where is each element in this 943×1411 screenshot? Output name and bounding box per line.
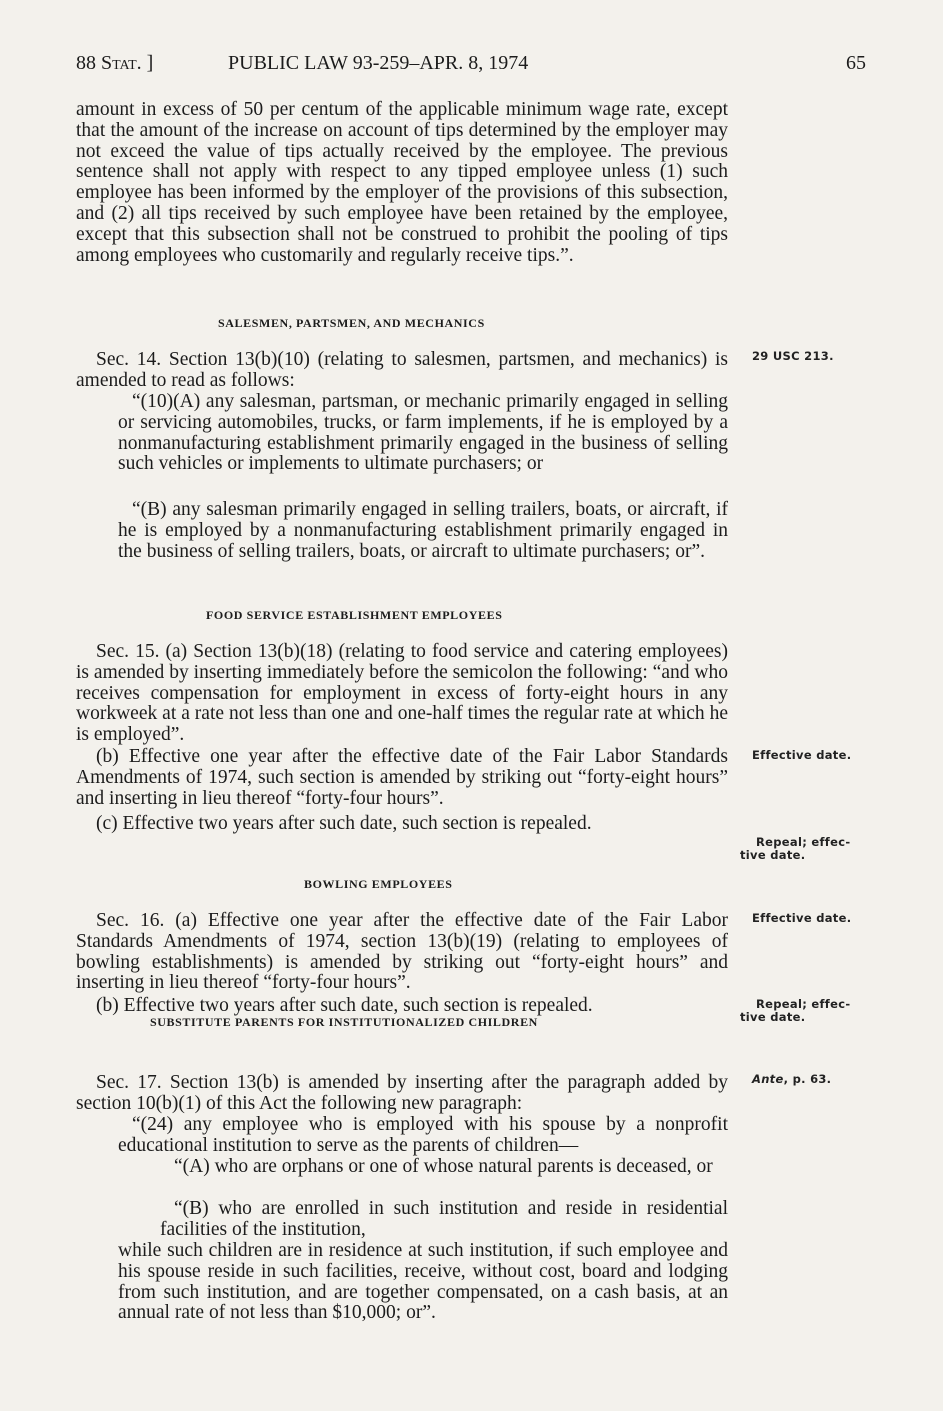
section-16 <box>76 911 728 1017</box>
section-16-heading: BOWLING EMPLOYEES <box>304 877 453 891</box>
paragraph-24: “(24) any employee who is employed with his spouse by a nonprofit educational institution to serve as the parents of children— <box>118 1114 728 1156</box>
margin-note-effective-date-16a: Effective date. <box>752 911 852 925</box>
margin-note-repeal-16b: Repeal; effec- tive date. <box>740 997 851 1024</box>
section-14-subparagraph-b: “(B) any salesman primarily engaged in selling trailers, boats, or aircraft, if he is employed by a nonmanufacturing establishment primarily engaged in the business of selling trailers, boats, or aircraft to ultimate purchasers; or”. <box>118 499 728 562</box>
section-16-a: Sec. 16. (a) Effective one year after the effective date of the Fair Labor Standards Amendments of 1974, section 13(b)(19) (relating to employees of bowling establishments) is amended by striking out “forty-eight hours” and inserting in lieu thereof “forty-four hours”. <box>76 910 728 994</box>
section-14-intro: Sec. 14. Section 13(b)(10) (relating to salesmen, partsmen, and mechanics) is amended to read as follows: <box>76 349 728 391</box>
statute-citation: 88 Stat. ] <box>76 52 154 74</box>
page-title: PUBLIC LAW 93-259–APR. 8, 1974 <box>228 52 529 74</box>
section-14-heading: SALESMEN, PARTSMEN, AND MECHANICS <box>218 316 485 330</box>
section-16-b: (b) Effective two years after such date, such section is repealed. <box>96 995 593 1017</box>
section-17-intro: Sec. 17. Section 13(b) is amended by inserting after the paragraph added by section 10(b)(1) of this Act the following new paragraph: <box>76 1072 728 1114</box>
section-15-c: (c) Effective two years after such date, such section is repealed. <box>96 813 592 835</box>
section-14-subparagraph-a: “(10)(A) any salesman, partsman, or mechanic primarily engaged in selling or servicing automobiles, trucks, or farm implements, if he is employed by a nonmanufacturing establishment primarily engaged in the business of selling such vehicles or implements to ultimate purchasers; or <box>118 391 728 475</box>
section-14 <box>76 350 728 392</box>
paragraph-24-tail: while such children are in residence at such institution, if such employee and his spouse reside in such facilities, receive, without cost, board and lodging from such institution, and are together compensated, on a cash basis, at an annual rate of not less than $10,000; or”. <box>118 1240 728 1324</box>
section-15-b: (b) Effective one year after the effective date of the Fair Labor Standards Amendments of 1974, such section is amended by striking out “forty-eight hours” and inserting in lieu thereof “forty-four hours”. <box>76 745 728 809</box>
continuation-paragraph: amount in excess of 50 per centum of the applicable minimum wage rate, except that the amount of the increase on account of tips determined by the employer may not exceed the value of tips actually received by the employee. The previous sentence shall not apply with respect to any tipped employee unless (1) such employee has been informed by the employer of the provisions of this subsection, and (2) all tips received by such employee have been retained by the employee, except that this subsection shall not be construed to prohibit the pooling of tips among employees who customarily and regularly receive tips.”. <box>76 99 728 266</box>
page-number: 65 <box>846 52 866 74</box>
section-17-heading: SUBSTITUTE PARENTS FOR INSTITUTIONALIZED CHILDREN <box>150 1015 538 1029</box>
margin-note-repeal-15c: Repeal; effec- tive date. <box>740 835 851 862</box>
section-15-heading: FOOD SERVICE ESTABLISHMENT EMPLOYEES <box>206 608 503 622</box>
paragraph-24-b: “(B) who are enrolled in such institution and reside in residential facilities of the institution, <box>160 1198 728 1240</box>
margin-note-ante-p63: Ante, p. 63. <box>752 1072 832 1086</box>
margin-note-29-usc-213: 29 USC 213. <box>752 349 834 363</box>
paragraph-24-a: “(A) who are orphans or one of whose natural parents is deceased, or <box>174 1156 713 1177</box>
section-17 <box>76 1073 728 1115</box>
section-15-a: Sec. 15. (a) Section 13(b)(18) (relating to food service and catering employees) is amended by inserting immediately before the semicolon the following: “and who receives compensation for employment in excess of forty-eight hours in any workweek at a rate not less than one and one-half times the regular rate at which he is employed”. <box>76 641 728 746</box>
section-15 <box>76 642 728 835</box>
margin-note-effective-date-15b: Effective date. <box>752 748 852 762</box>
